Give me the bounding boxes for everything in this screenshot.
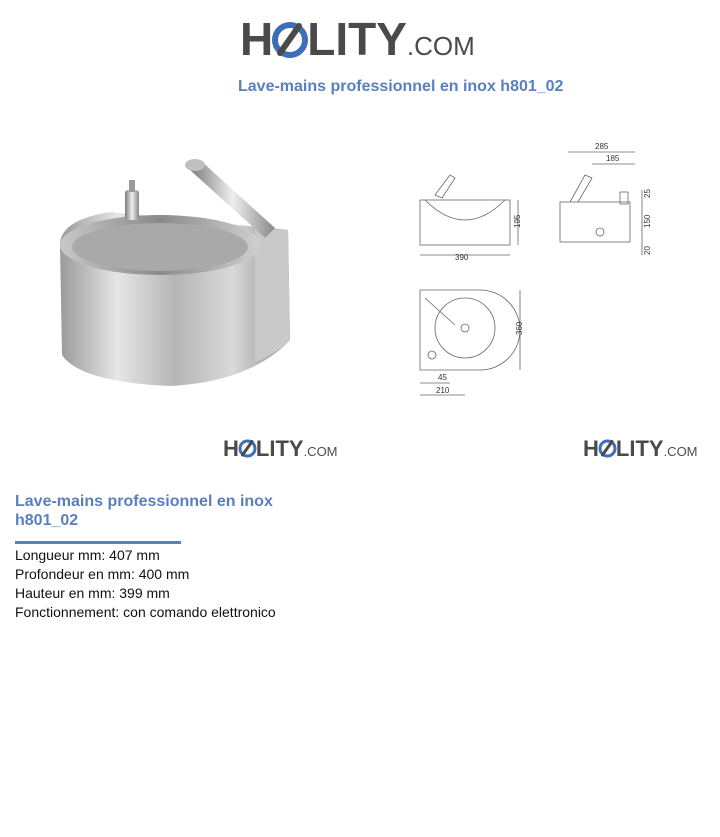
holity-logo[interactable] — [240, 12, 475, 66]
logo-o-icon — [599, 436, 616, 462]
dim-side-right-2: 150 — [643, 214, 652, 228]
dim-side-right-1: 25 — [643, 189, 652, 198]
side-view-drawing — [560, 152, 642, 255]
dim-top-height: 360 — [515, 321, 524, 335]
product-specs — [15, 546, 276, 622]
logo-o-icon — [239, 436, 256, 462]
dim-top-bottom-2: 210 — [436, 386, 450, 395]
holity-logo-small-left — [223, 436, 338, 462]
logo-text-com: .COM — [663, 444, 698, 459]
logo-text-h: H — [583, 436, 599, 461]
title-underline — [15, 541, 181, 544]
top-view-drawing — [420, 290, 520, 395]
spec-operation: Fonctionnement: con comando elettronico — [15, 604, 276, 620]
spec-depth: Profondeur en mm: 400 mm — [15, 566, 190, 582]
product-photo[interactable] — [50, 150, 300, 390]
logo-text-lity: LITY — [255, 436, 304, 461]
logo-text-com: .COM — [303, 444, 338, 459]
spec-height: Hauteur en mm: 399 mm — [15, 585, 170, 601]
logo-text-lity: LITY — [615, 436, 664, 461]
technical-drawings[interactable] — [410, 140, 650, 400]
dim-side-top-1: 285 — [595, 142, 609, 151]
logo-text-h: H — [223, 436, 239, 461]
page-title: Lave-mains professionnel en inox h801_02 — [238, 78, 564, 95]
holity-logo-small-right — [583, 436, 698, 462]
dim-front-height: 195 — [513, 214, 522, 228]
logo-text-com: .COM — [406, 31, 475, 61]
dim-top-bottom-1: 45 — [438, 373, 447, 382]
dim-side-top-2: 185 — [606, 154, 620, 163]
logo-text-h: H — [240, 13, 274, 65]
dim-front-width: 390 — [455, 253, 469, 262]
dim-side-right-3: 20 — [643, 246, 652, 255]
front-view-drawing — [420, 175, 518, 255]
spec-length: Longueur mm: 407 mm — [15, 547, 160, 563]
product-title: Lave-mains professionnel en inox h801_02 — [15, 493, 273, 529]
logo-text-lity: LITY — [307, 13, 407, 65]
logo-o-icon — [273, 12, 307, 66]
